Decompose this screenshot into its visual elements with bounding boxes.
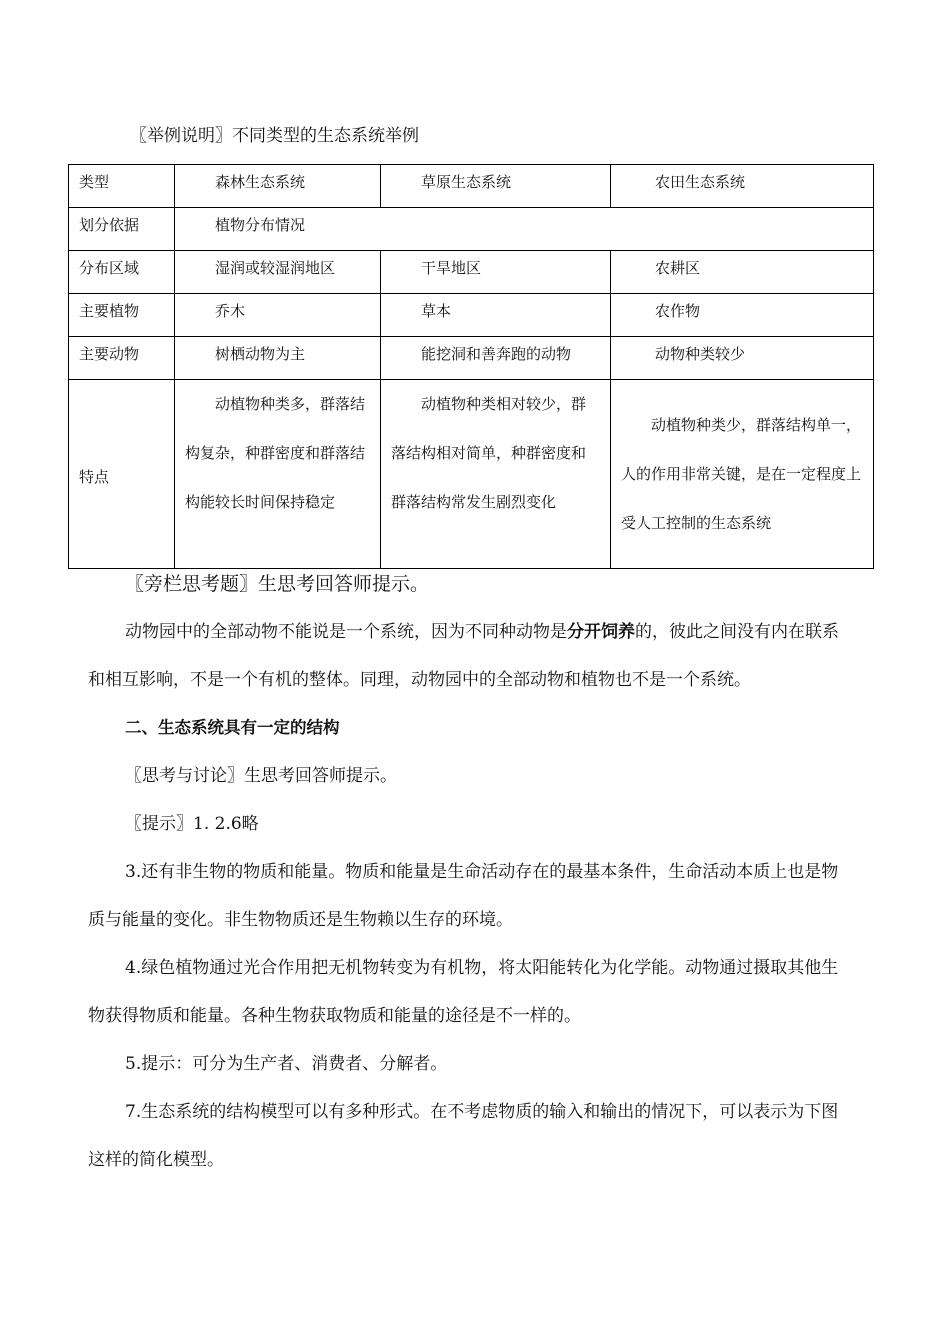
table-row-header — [69, 165, 874, 208]
cell-features-label: 特点 — [69, 380, 175, 569]
cell-features-forest — [175, 380, 381, 569]
hint-line: 〖提示〗1. 2.6略 — [125, 814, 259, 834]
cell-plants-farmland: 农作物 — [611, 294, 874, 337]
ecosystem-table — [68, 164, 874, 569]
cell-animals-forest: 树栖动物为主 — [175, 337, 381, 380]
cell-grassland: 草原生态系统 — [381, 165, 611, 208]
features-grassland-text: 动植物种类相对较少，群落结构相对简单，种群密度和群落结构常发生剧烈变化 — [391, 395, 587, 511]
cell-region-farmland: 农耕区 — [611, 251, 874, 294]
cell-plants-label: 主要植物 — [69, 294, 175, 337]
sidebar-title: 〖旁栏思考题〗生思考回答师提示。 — [125, 573, 430, 595]
paragraph-zoo-part2: 的，彼此之间没有内在联系和相互影响，不是一个有机的整体。同理，动物园中的全部动物和植物也不是一个系统。 — [88, 622, 839, 690]
cell-type-label: 类型 — [69, 165, 175, 208]
cell-animals-farmland: 动物种类较少 — [611, 337, 874, 380]
cell-features-farmland — [611, 380, 874, 569]
section-heading: 二、生态系统具有一定的结构 — [125, 718, 340, 737]
cell-plants-grassland: 草本 — [381, 294, 611, 337]
cell-forest: 森林生态系统 — [175, 165, 381, 208]
features-forest-text: 动植物种类多，群落结构复杂，种群密度和群落结构能较长时间保持稳定 — [185, 395, 366, 511]
item-7: 7.生态系统的结构模型可以有多种形式。在不考虑物质的输入和输出的情况下，可以表示为下图这样的简化模型。 — [88, 1102, 839, 1170]
features-farmland-text: 动植物种类少，群落结构单一，人的作用非常关键，是在一定程度上受人工控制的生态系统 — [621, 415, 862, 532]
body-text — [88, 560, 853, 1184]
table-caption: 〖举例说明〗不同类型的生态系统举例 — [130, 126, 419, 146]
discussion-title: 〖思考与讨论〗生思考回答师提示。 — [125, 766, 397, 786]
cell-plants-forest: 乔木 — [175, 294, 381, 337]
paragraph-zoo-part1: 动物园中的全部动物不能说是一个系统，因为不同种动物是 — [125, 622, 567, 642]
cell-features-grassland — [381, 380, 611, 569]
table-row-plants — [69, 294, 874, 337]
table-row-features — [69, 380, 874, 569]
cell-animals-grassland: 能挖洞和善奔跑的动物 — [381, 337, 611, 380]
table-row-animals — [69, 337, 874, 380]
cell-animals-label: 主要动物 — [69, 337, 175, 380]
cell-region-forest: 湿润或较湿润地区 — [175, 251, 381, 294]
cell-region-grassland: 干旱地区 — [381, 251, 611, 294]
table-row-basis — [69, 208, 874, 251]
cell-basis-value: 植物分布情况 — [175, 208, 874, 251]
cell-basis-label: 划分依据 — [69, 208, 175, 251]
item-3: 3.还有非生物的物质和能量。物质和能量是生命活动存在的最基本条件，生命活动本质上也是物质与能量的变化。非生物物质还是生物赖以生存的环境。 — [88, 862, 839, 930]
item-4: 4.绿色植物通过光合作用把无机物转变为有机物，将太阳能转化为化学能。动物通过摄取其他生物获得物质和能量。各种生物获取物质和能量的途径是不一样的。 — [88, 958, 839, 1026]
item-5: 5.提示：可分为生产者、消费者、分解者。 — [125, 1054, 448, 1074]
paragraph-zoo-bold: 分开饲养 — [567, 622, 635, 642]
table-row-region — [69, 251, 874, 294]
cell-farmland: 农田生态系统 — [611, 165, 874, 208]
paragraph-zoo — [88, 608, 853, 704]
cell-region-label: 分布区域 — [69, 251, 175, 294]
